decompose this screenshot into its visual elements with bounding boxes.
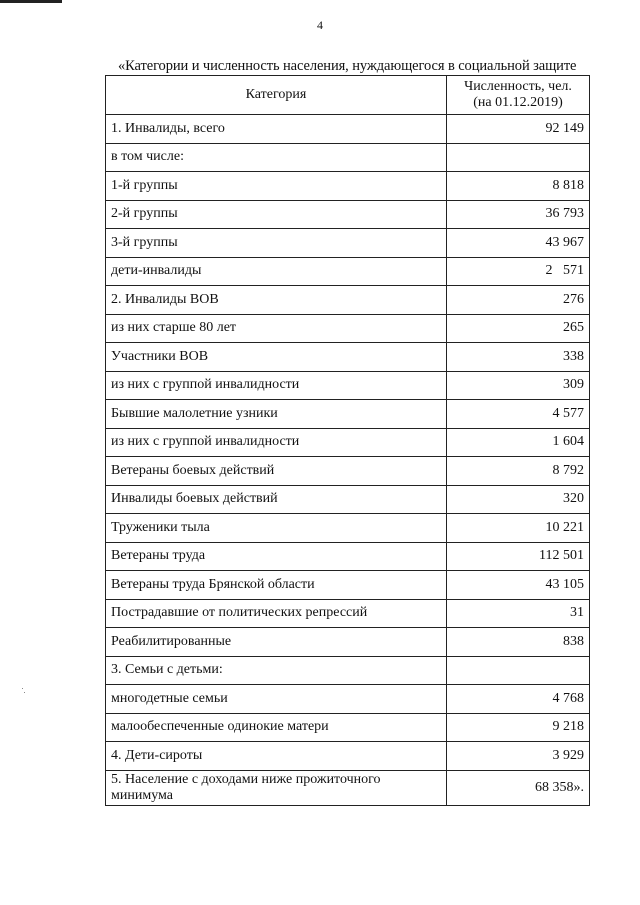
row-category: 1. Инвалиды, всего [106, 115, 447, 144]
table-row [106, 371, 590, 400]
row-value: 338 [447, 343, 590, 372]
row-value: 43 967 [447, 229, 590, 258]
header-count [447, 76, 590, 115]
row-category: 1-й группы [106, 172, 447, 201]
table-row [106, 257, 590, 286]
row-value: 9 218 [447, 713, 590, 742]
table-row [106, 628, 590, 657]
table-row [106, 286, 590, 315]
table-body [106, 115, 590, 806]
row-value: 276 [447, 286, 590, 315]
row-value: 1 604 [447, 428, 590, 457]
table-row [106, 400, 590, 429]
table-row [106, 457, 590, 486]
table-row [106, 656, 590, 685]
table-row [106, 599, 590, 628]
row-category: 3. Семьи с детьми: [106, 656, 447, 685]
table-row [106, 542, 590, 571]
row-category: Бывшие малолетние узники [106, 400, 447, 429]
row-category: 5. Население с доходами ниже прожиточного минимума [106, 770, 447, 805]
table-header-row [106, 76, 590, 115]
document-title: «Категории и численность населения, нуждающегося в социальной защите [118, 58, 577, 74]
row-value: 10 221 [447, 514, 590, 543]
row-value: 4 577 [447, 400, 590, 429]
row-category: Ветераны труда Брянской области [106, 571, 447, 600]
table-row [106, 485, 590, 514]
scan-edge-mark [0, 0, 62, 3]
row-value: 265 [447, 314, 590, 343]
table-row [106, 200, 590, 229]
row-category: в том числе: [106, 143, 447, 172]
row-value: 43 105 [447, 571, 590, 600]
row-value: 8 792 [447, 457, 590, 486]
row-category: многодетные семьи [106, 685, 447, 714]
table-row [106, 713, 590, 742]
table-row [106, 314, 590, 343]
table-row [106, 428, 590, 457]
row-value: 309 [447, 371, 590, 400]
row-value: 8 818 [447, 172, 590, 201]
table-row [106, 685, 590, 714]
row-category: из них с группой инвалидности [106, 428, 447, 457]
table-row [106, 571, 590, 600]
row-category: дети-инвалиды [106, 257, 447, 286]
row-value: 92 149 [447, 115, 590, 144]
row-category: Пострадавшие от политических репрессий [106, 599, 447, 628]
row-category: из них старше 80 лет [106, 314, 447, 343]
table-row [106, 172, 590, 201]
row-value: 4 768 [447, 685, 590, 714]
scan-speck [24, 692, 25, 693]
row-value: 68 358». [447, 770, 590, 805]
row-category: Инвалиды боевых действий [106, 485, 447, 514]
header-count-line1: Численность, чел. [464, 79, 572, 94]
row-value: 36 793 [447, 200, 590, 229]
table-row [106, 229, 590, 258]
row-category: малообеспеченные одинокие матери [106, 713, 447, 742]
table-row [106, 770, 590, 805]
row-category: Реабилитированные [106, 628, 447, 657]
row-category: 2-й группы [106, 200, 447, 229]
row-value: 112 501 [447, 542, 590, 571]
table-row [106, 343, 590, 372]
row-category: Труженики тыла [106, 514, 447, 543]
table-row [106, 115, 590, 144]
table-row [106, 514, 590, 543]
page-number: 4 [317, 18, 323, 32]
row-category: Ветераны боевых действий [106, 457, 447, 486]
row-category: 3-й группы [106, 229, 447, 258]
header-category: Категория [106, 76, 447, 115]
row-category: 2. Инвалиды ВОВ [106, 286, 447, 315]
row-category: из них с группой инвалидности [106, 371, 447, 400]
population-table [105, 75, 590, 806]
row-value: 2 571 [447, 257, 590, 286]
row-value: 31 [447, 599, 590, 628]
table-row [106, 742, 590, 771]
scan-speck [22, 688, 23, 689]
row-value: 320 [447, 485, 590, 514]
table-row [106, 143, 590, 172]
row-value: 3 929 [447, 742, 590, 771]
row-category: 4. Дети-сироты [106, 742, 447, 771]
row-value [447, 656, 590, 685]
row-value: 838 [447, 628, 590, 657]
row-category: Участники ВОВ [106, 343, 447, 372]
header-count-line2: (на 01.12.2019) [473, 95, 563, 110]
row-value [447, 143, 590, 172]
row-category: Ветераны труда [106, 542, 447, 571]
